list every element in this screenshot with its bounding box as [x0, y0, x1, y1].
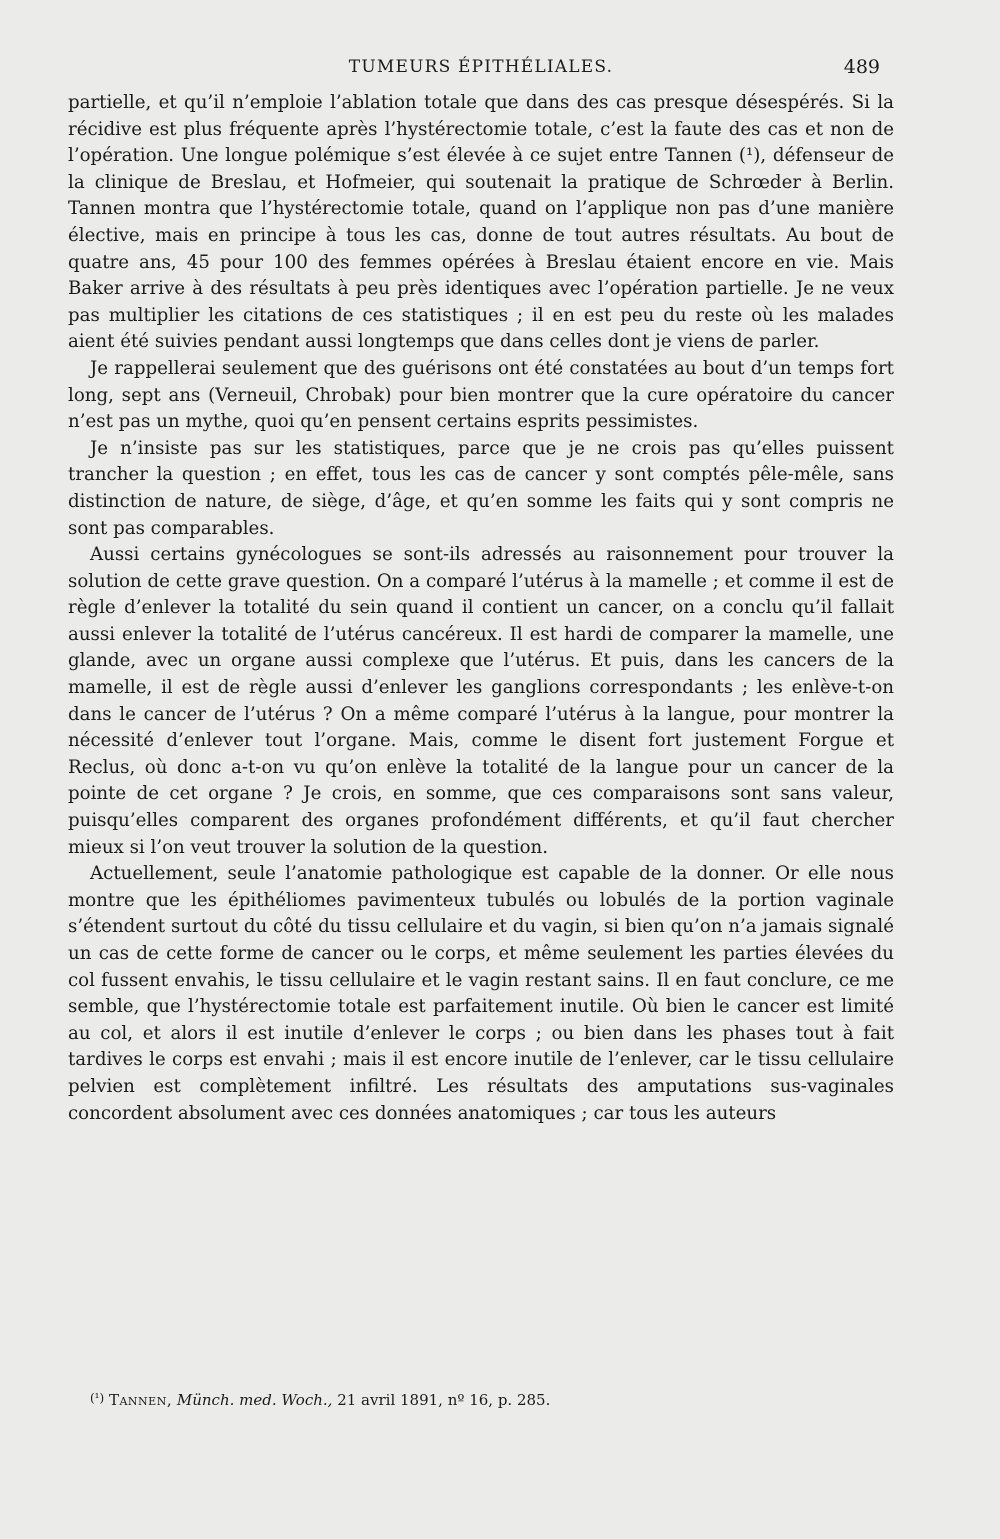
footnote-journal: Münch. med. Woch., — [176, 1391, 333, 1409]
footnote — [90, 1386, 790, 1412]
paragraph-1-text: partielle, et qu’il n’emploie l’ablation totale que dans des cas presque désespérés. Si la récidive est plus fréquente après l’hystérectomie totale, c’est la faute des cas et non de l’opération. Une longue polémique s’est élevée à ce sujet entre Tannen — [68, 92, 894, 167]
page-number: 489 — [843, 56, 880, 78]
footnote-author: Tannen, — [108, 1391, 173, 1409]
footnote-reference: (¹) — [738, 145, 761, 167]
footnote-marker: (¹) — [90, 1391, 105, 1405]
paragraph-1-continued: , défenseur de la clinique de Breslau, et Hofmeier, qui soutenait la pratique de Schrœder à Berlin. Tannen montra que l’hystérectomie totale, quand on l’applique non pas d’une manière élective, mais en principe à tous les cas, donne de tout autres résultats. Au bout de quatre ans, 45 pour 100 des femmes opérées à Breslau étaient encore en vie. Mais Baker arrive à des résultats à peu près identiques avec l’opération partielle. Je ne veux pas multiplier les citations de ces statistiques ; il en est peu du reste où les malades aient été suivies pendant aussi longtemps que dans celles dont je viens de parler. — [68, 145, 894, 353]
paragraph-5: Actuellement, seule l’anatomie pathologique est capable de la donner. Or elle nous montre que les épithéliomes pavimenteux tubulés ou lobulés de la portion vaginale s’étendent surtout du côté du tissu cellulaire et du vagin, si bien qu’on n’a jamais signalé un cas de cette forme de cancer ou le corps, et même seulement les parties élevées du col fussent envahis, le tissu cellulaire et le vagin restant sains. Il en faut conclure, ce me semble, que l’hystérectomie totale est parfaitement inutile. Où bien le cancer est limité au col, et alors il est inutile d’enlever le corps ; ou bien dans les phases tout à fait tardives le corps est envahi ; mais il est encore inutile de l’enlever, car le tissu cellulaire pelvien est complètement infiltré. Les résultats des amputations sus-vaginales concordent absolument avec ces données anatomiques ; car tous les auteurs — [68, 863, 894, 1124]
body-text — [68, 90, 894, 1127]
page-header — [68, 52, 894, 82]
paragraph-4: Aussi certains gynécologues se sont-ils adressés au raisonnement pour trouver la solution de cette grave question. On a comparé l’utérus à la mamelle ; et comme il est de règle d’enlever la totalité du sein quand il contient un cancer, on a conclu qu’il fallait aussi enlever la totalité de l’utérus cancéreux. Il est hardi de comparer la mamelle, une glande, avec un organe aussi complexe que l’utérus. Et puis, dans les cancers de la mamelle, il est de règle aussi d’enlever les ganglions correspondants ; les enlève-t-on dans le cancer de l’utérus ? On a même comparé l’utérus à la langue, pour montrer la nécessité d’enlever tout l’organe. Mais, comme le disent fort justement Forgue et Reclus, où donc a-t-on vu qu’on enlève la totalité de la langue pour un cancer de la pointe de cet organe ? Je crois, en somme, que ces comparaisons sont sans valeur, puisqu’elles comparent des organes profondément différents, et qu’il faut chercher mieux si l’on veut trouver la solution de la question. — [68, 544, 894, 858]
footnote-details: 21 avril 1891, nº 16, p. 285. — [337, 1391, 551, 1409]
paragraph-2: Je rappellerai seulement que des guérisons ont été constatées au bout d’un temps fort long, sept ans (Verneuil, Chrobak) pour bien montrer que la cure opératoire du cancer n’est pas un mythe, quoi qu’en pensent certains esprits pessimistes. — [68, 357, 894, 433]
paragraph-1 — [68, 90, 894, 356]
running-head: TUMEURS ÉPITHÉLIALES. — [348, 57, 614, 77]
paragraph-3: Je n’insiste pas sur les statistiques, parce que je ne crois pas qu’elles puissent trancher la question ; en effet, tous les cas de cancer y sont comptés pêle-mêle, sans distinction de nature, de siège, d’âge, et qu’en somme les faits qui y sont compris ne sont pas comparables. — [68, 437, 894, 539]
